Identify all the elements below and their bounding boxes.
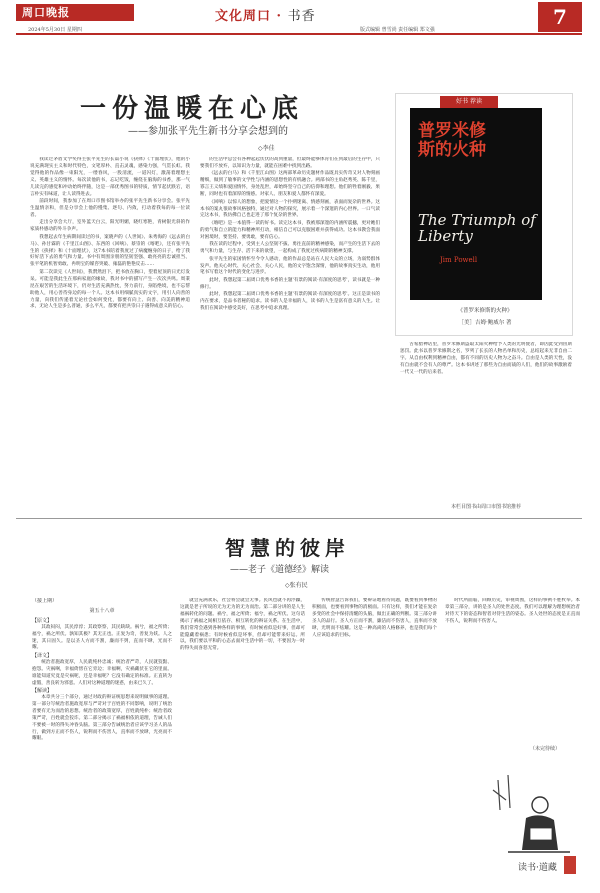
paragraph: 我想起去年生病期间读过的书，案晓声的《人世间》、朱秀海的《远去的白马》、孙甘霖的《千里江山图》、东西的《回响》、蔡崇的《喀吧》，还有张平先生的《抉择》和《十面埋伏》，这7本书陪着我度过了病魔缠身的日子，给了我好好活下去的勇气和力量。书中有周围亲朋的坚韧坚强、敢亮亮的忠诚担当、张平笔的机智勇敢、冉明宝的媒咨突破、雍磊的艳艳反击…… — [30, 234, 190, 268]
section-name: 文化周口 — [215, 9, 272, 24]
paragraph: 《喀吧》是一本值得一读的好书。读完这本书，我被那深邃的内涵所震撼，更对她们的勇气和自立的能力和精神所打动，相信自己可以克服困难并获得成功。这本书教会我面对困境时，要坚持、要勇敢，要有信心。 — [200, 220, 380, 240]
chapter-heading: 第五十八章 — [89, 607, 115, 614]
article1-subtitle: ——参加张平先生新书分享会想到的 — [128, 126, 288, 137]
seal-stamp — [564, 856, 576, 874]
commentary-label: 【解读】 — [32, 688, 53, 695]
figure-head — [532, 797, 548, 813]
original-label: 【原文】 — [32, 617, 53, 624]
article2-column-1 — [32, 598, 172, 883]
page-number: 7 — [538, 2, 582, 32]
paragraph: 我在读的过程中，受到主人公坚韧不拔、勇往直前的精神感染，而产生的生活下去的勇气和力量，与生存、活下来的欲望，一起构成了我度过疾病期的精神支撑。 — [200, 242, 380, 255]
paragraph: 的生活中总会有各种起起伏伏的高到重量，但最终能够体育们在到最后的生存中，只要我们不放弃，以知识为力量，就能在困难中找到出路。 — [200, 157, 380, 169]
editors-line: 版式编辑 曾雪尚 责任编辑 郑文强 — [360, 27, 435, 33]
book-recommender: 本栏目图书由周口市图书馆推荐 — [450, 504, 521, 510]
paragraph: 走出分享会大厅，室外蓝天白云，阳光明媚，晓红寒艳，青树银光斜的作家质朴感动的外斗争声。 — [30, 220, 190, 233]
paragraph: 《远去的白马》和《千里江山图》这两部革命历史题材作品既具实传奇又对人物刻画精细，做到了敏事的文学性与内涵的思想性的有机融合。两部书的主角赵秀英、陈千里，寡言王义绩和爱国情怀，身处乱世，却始终坚守自己的信仰和理想。他们的牲着刚毅、果断，同时也有着深厚的情感。对家人、朋友和爱人都怀有深爱。 — [200, 171, 380, 198]
paragraph: 第二次读完《人世间》，我潸然泪下，把书放在胸口，望着屋顶的日光灯发呆。可能是我此生在那病家庭的缘故，我对书中的描写产生一次次共鸣。周秉昆在艰苦的生活环境下，仍对生活充满热忱，努力前行，身陷绝境，也不忘帮助他人，用心善待身边的每一个人。这本书用细腻真实的文字，用引人向善的力量，向我们传递着无论社会如何变化，都要有向上、向善、向美的精神追求，无论人生是多么普通，多么平凡，都要有把共崇日子遇得成意义的信心。 — [30, 269, 190, 310]
paragraph: 我读过茅盾文学奖得主张平先生的长篇小说《抉择》《十面埋伏》，他的小说充满现实主义和时代特色，文笔厚朴、直击灵魂，感染力强，气贯长虹。我觉得他的作品像一束阳光，一缕春风，一股清流，一道闪灯，激荡着理想主义、英雄主义的情怀。每次读他的书，忘记吃饭，缠绕在脑海的书香，那一气儿读完的感觉和冲动始终伴随，这是一部优秀图书的特质，情节起伏跌宕，语言朴实有味道，让人读得进去。 — [30, 157, 190, 197]
recommend-badge: 好书 荐读 — [440, 96, 498, 108]
article1-author: ◇李佳 — [258, 145, 275, 152]
paragraph: 时代所面临，回顾历史，审视周围，这样的事例不胜枚举。本章第三部分，讲的是圣人的处世态度。我们可以理解为理想统治者对待天下的姿态和智者对待生活的姿态。圣人处世的态度是正直而不伤人，锐利而不伤害人。 — [445, 598, 580, 624]
series-label: （接上期） — [32, 598, 58, 604]
cover-author: Jim Powell — [440, 256, 478, 264]
paragraph: 前段时间，我参加了在周口市图书馆举办的张平先生新书分享会。张平先生温情亲和，但是分享会上他的慢集、逐句、内敛，打动着我每的每一位读者。 — [30, 199, 190, 218]
illustration-caption: 读书·道藏 — [518, 863, 557, 873]
book-intro — [400, 342, 572, 502]
paragraph: 就会充满欢乐，社会将会就会无事。民风也就不再浮躁，这就是老子所说的无为无为的无为而治。第二部分讲的是人生福祸转化的问题。祸兮，福之所倚；福兮，祸之所伏。这句话揭示了祸福之间相互依存、相互转化的辩证关系。在生活中，我们常常会遇到各种各样的事情，有时候看似是好事，但却可能隐藏着祸患；有时候看似是坏事，但却可能带来好运。所以，我们要以平和的心态去面对生活中的一切，不要因为一时的得失而喜怒无常。 — [180, 598, 305, 652]
article2-title: 智慧的彼岸 — [225, 536, 350, 560]
article1-column-1 — [30, 157, 190, 517]
translation-text: 统治者施政宽厚，人民就纯朴忠诚；统治者严苛，人民就狡黠、抱怨。灾祸啊，幸福倚傍在它旁边；幸福啊，灾祸藏伏在它的里面。谁能知道究竟是灾祸呢，还是幸福呢？它没有确定的标准。正直转为虚假，善良转为邪恶。人们对这种道理的迷惑，由来已久了。 — [32, 659, 172, 686]
book-cover — [410, 108, 542, 300]
article2-column-4 — [445, 598, 580, 738]
header-rule — [16, 33, 582, 35]
paper-name: 周口晚报 — [22, 6, 70, 19]
plant-stroke — [493, 775, 510, 810]
cover-title-en: The Triumph of Liberty — [418, 211, 536, 245]
section-divider — [16, 518, 582, 519]
figure-book — [530, 828, 552, 840]
article2-column-3 — [312, 598, 437, 883]
newspaper-logo — [16, 4, 134, 21]
to-be-continued: （未完待续） — [530, 746, 561, 752]
reading-illustration — [478, 770, 588, 885]
book-caption-author: ［美］吉姆·鲍威尔 著 — [458, 320, 512, 326]
article1-title: 一份温暖在心底 — [80, 94, 305, 124]
article2-subtitle: ——老子《道德经》解读 — [230, 565, 330, 575]
translation-label: 【译文】 — [32, 652, 53, 659]
paragraph: 传统智慧告诉我们，要辩证地看待问题，既要看到事物的积极面，也要看到事物的消极面。只有这样，我们才能在复杂多变的社会中保持清醒的头脑，做出正确的判断。第三部分讲圣人的品行。圣人方正而不割，廉洁而不伤害人，直率而不放肆，光明而不炫耀。这是一种高尚的人格修养，也是我们每个人应该追求的目标。 — [312, 598, 437, 638]
article2-author: ◇张有民 — [285, 582, 308, 589]
commentary-text: 本章共分三个部分，通过对政的辩证统思想来说明做事的道理。第一部分写统治者施政宽厚与严苛对于百姓的不同影响，说明了统治者要有无为而治的思想。统治者的政策宽厚，百姓就纯朴；统治者政策严苛，百姓就会狡诈。第二部分揭示了祸福相依的道理，告诫人们不要被一时的得失冲昏头脑。第三部分告诫统治者应该学习圣人的品行，做到方正而不伤人，锐利而不伤害人，直率而不放肆，光亮而不耀眼。 — [32, 694, 172, 742]
paragraph: 古希腊神话里，普罗米修斯盗取太阳火种给予人类的光明使者，即因此受到宙斯惩罚。此书以普罗米修斯之名，罗列了长长的人物名单和历史，总结起来无非自由二字。从自由权利到精神自由，都有不同的历史人物为之奋斗。自由是人类的天性，没有自由就不会有人的尊严。这本书讲述了那些为自由而战的人们，他们的故事激励着一代又一代的后来者。 — [400, 342, 572, 375]
paragraph: 此时，我想起第二届周口优秀书香的主题'有景的阅读·有深度的思考'。这正是读书的内在要求，是品书者秘的追求。读书的人是幸福的人，读书的人生是富有意义的人生。让我们在阅读中感受美好，在思考中追求真理。 — [200, 292, 380, 312]
section-sub: 书香 — [287, 9, 316, 24]
article1-column-2 — [200, 157, 380, 517]
original-text: 其政闷闷，其民淳淳；其政察察，其民缺缺。祸兮，福之所倚；福兮，祸之所伏。孰知其极？其无正也。正复为奇，善复为妖。人之迷，其日固久。是以圣人方而不割，廉而不刿，直而不肆，光而不耀。 — [32, 624, 172, 651]
article2-column-2 — [180, 598, 305, 883]
paragraph: 此时，我想起第二届周口优秀书香的主题'有景的阅读·有深度的思考'，读书就是一种修行。 — [200, 277, 380, 290]
section-title: 文化周口 · 书香 — [215, 9, 316, 24]
paragraph: 《回响》以惊人的想象，把爱情这一个扑朔迷离、情感刻画，表面而复杂的世界。这本书的案丸很故事风格独特，通过对人物的探究，展示着一个深邃的内心世界。一口气读完这本书，我仿佛自己也走进了那个复杂的世界。 — [200, 199, 380, 219]
cover-title-cn: 普罗米修斯的火种 — [418, 121, 486, 160]
book-caption-title: 《普罗米修斯的火种》 — [457, 308, 513, 314]
paragraph: 张平先生的家国情怀至今令人感动，他的作品总是站在人民大众的立场，为弱势群体发声。他关心时代、关心社会、关心人民，他的文字饱含深情，他的故事真实生动，他用笔书写着这个时代的变化与进步。 — [200, 256, 380, 276]
issue-date: 2024年5月30日 星期四 — [28, 27, 82, 33]
